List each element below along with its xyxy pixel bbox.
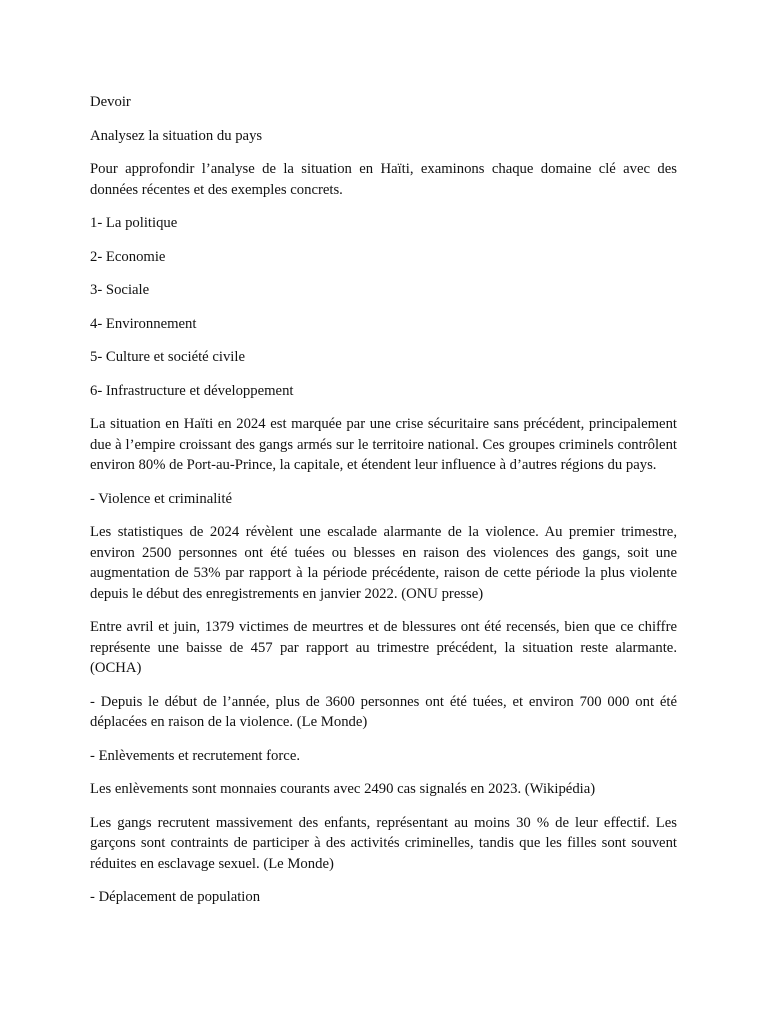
kidnapping-paragraph: Les enlèvements sont monnaies courants avec 2490 cas signalés en 2023. (Wikipédia): [90, 781, 596, 797]
domain-item-politique: 1- La politique: [90, 215, 178, 231]
section-heading-kidnapping: - Enlèvements et recrutement force.: [90, 747, 301, 764]
domain-item-economie: 2- Economie: [90, 248, 166, 265]
domain-item-culture: 5- Culture et société civile: [90, 349, 245, 365]
intro-paragraph: Pour approfondir l’analyse de la situation en Haïti, examinons chaque domaine clé avec des données récentes et des exemples concrets.: [90, 161, 677, 198]
domain-item-environnement: 4- Environnement: [90, 315, 197, 332]
document-subtitle: Analysez la situation du pays: [90, 127, 263, 144]
violence-paragraph: - Depuis le début de l’année, plus de 3600 personnes ont été tuées, et environ 700 000 ont été déplacées en raison de la violence. (Le Monde): [90, 693, 677, 730]
document-title: Devoir: [90, 94, 131, 110]
domain-item-infrastructure: 6- Infrastructure et développement: [90, 382, 294, 399]
violence-paragraph: Les statistiques de 2024 révèlent une escalade alarmante de la violence. Au premier trimestre, environ 2500 personnes ont été tuées ou blesses en raison des violences des gangs, soit une augmentation de 53% par rapport à la période précédente, raison de cette période la plus violente depuis le début des enregistrements en janvier 2022. (ONU presse): [90, 524, 677, 602]
section-heading-violence: - Violence et criminalité: [90, 490, 232, 507]
domain-item-sociale: 3- Sociale: [90, 282, 150, 298]
violence-paragraph: Entre avril et juin, 1379 victimes de meurtres et de blessures ont été recensés, bien que ce chiffre représente une baisse de 457 par rapport au trimestre précédent, la situation reste alarmante. (OCHA): [90, 619, 677, 676]
kidnapping-paragraph: Les gangs recrutent massivement des enfants, représentant au moins 30 % de leur effectif. Les garçons sont contraints de participer à des activités criminelles, tandis que les filles sont souvent réduites en esclavage sexuel. (Le Monde): [90, 814, 677, 872]
section-heading-displacement: - Déplacement de population: [90, 889, 261, 905]
context-paragraph: La situation en Haïti en 2024 est marquée par une crise sécuritaire sans précédent, principalement due à l’empire croissant des gangs armés sur le territoire national. Ces groupes criminels contrôlent environ 80% de Port-au-Prince, la capitale, et étendent leur influence à d’autres régions du pays.: [90, 416, 677, 473]
document-page: [90, 92, 677, 921]
